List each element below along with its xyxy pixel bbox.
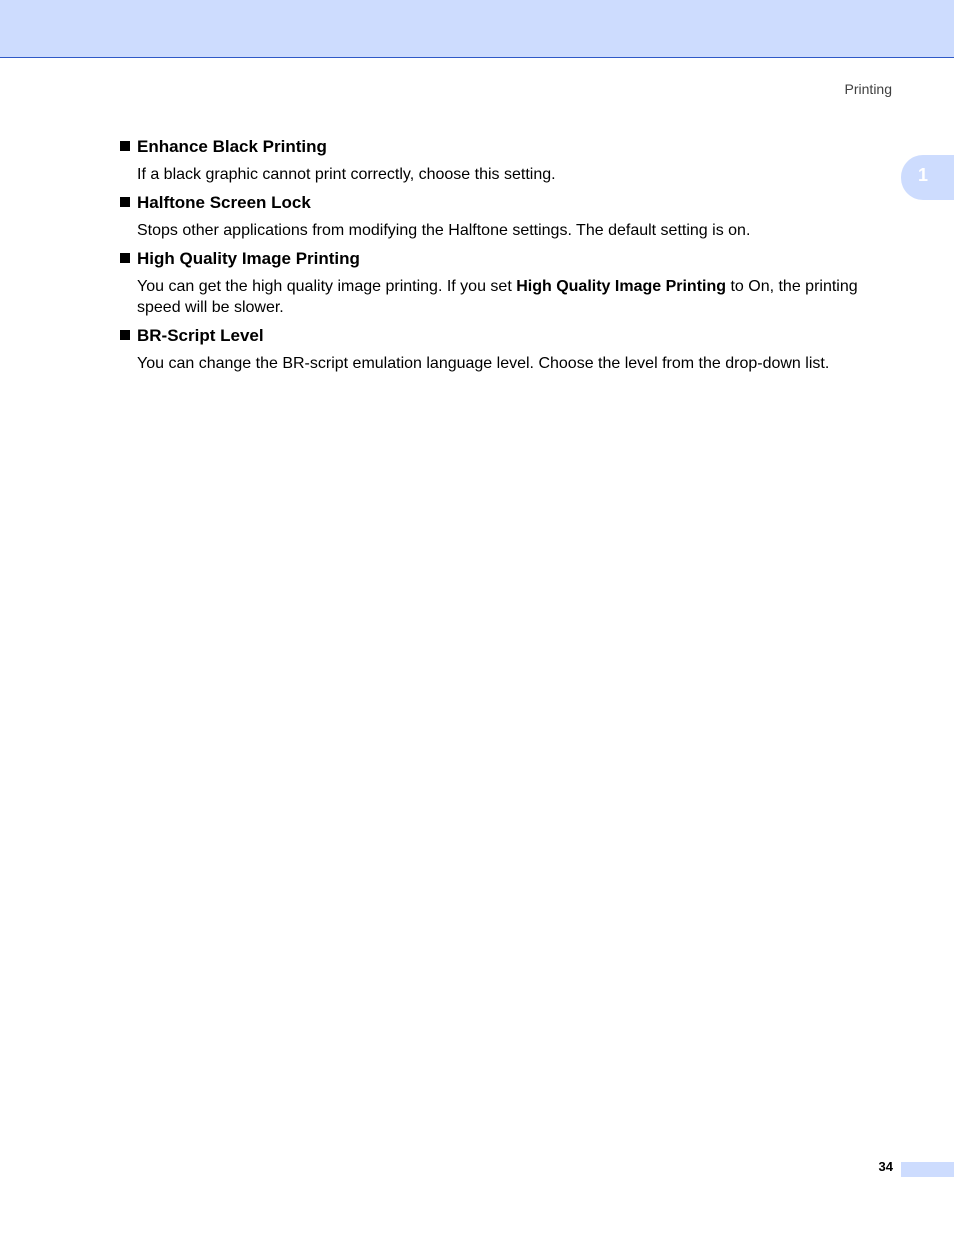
chapter-number: 1	[918, 165, 929, 185]
item-title: Enhance Black Printing	[137, 137, 327, 156]
page-number: 34	[878, 1159, 893, 1174]
item-title: Halftone Screen Lock	[137, 193, 311, 212]
square-bullet-icon	[120, 141, 130, 151]
list-item-halftone-screen-lock	[120, 192, 895, 241]
running-header-section: Printing	[844, 81, 892, 97]
item-title: High Quality Image Printing	[137, 249, 360, 268]
item-description: You can change the BR-script emulation language level. Choose the level from the drop-down list.	[137, 355, 830, 372]
list-item-enhance-black-printing	[120, 136, 895, 185]
item-description: If a black graphic cannot print correctly, choose this setting.	[137, 166, 556, 183]
footer-band	[901, 1162, 954, 1177]
item-description-emphasis: High Quality Image Printing	[516, 278, 727, 295]
item-description-text: You can get the high quality image printing. If you set	[137, 278, 517, 295]
settings-list	[120, 136, 895, 381]
item-title: BR-Script Level	[137, 326, 264, 345]
square-bullet-icon	[120, 197, 130, 207]
item-description-text-end: to On, the printing speed will be slower.	[137, 278, 858, 316]
header-band	[0, 0, 954, 58]
item-description: Stops other applications from modifying the Halftone settings. The default setting is on.	[137, 222, 751, 239]
square-bullet-icon	[120, 330, 130, 340]
list-item-br-script-level	[120, 325, 895, 374]
chapter-tab	[901, 155, 954, 200]
list-item-high-quality-image-printing	[120, 248, 895, 318]
square-bullet-icon	[120, 253, 130, 263]
item-description	[137, 276, 895, 318]
